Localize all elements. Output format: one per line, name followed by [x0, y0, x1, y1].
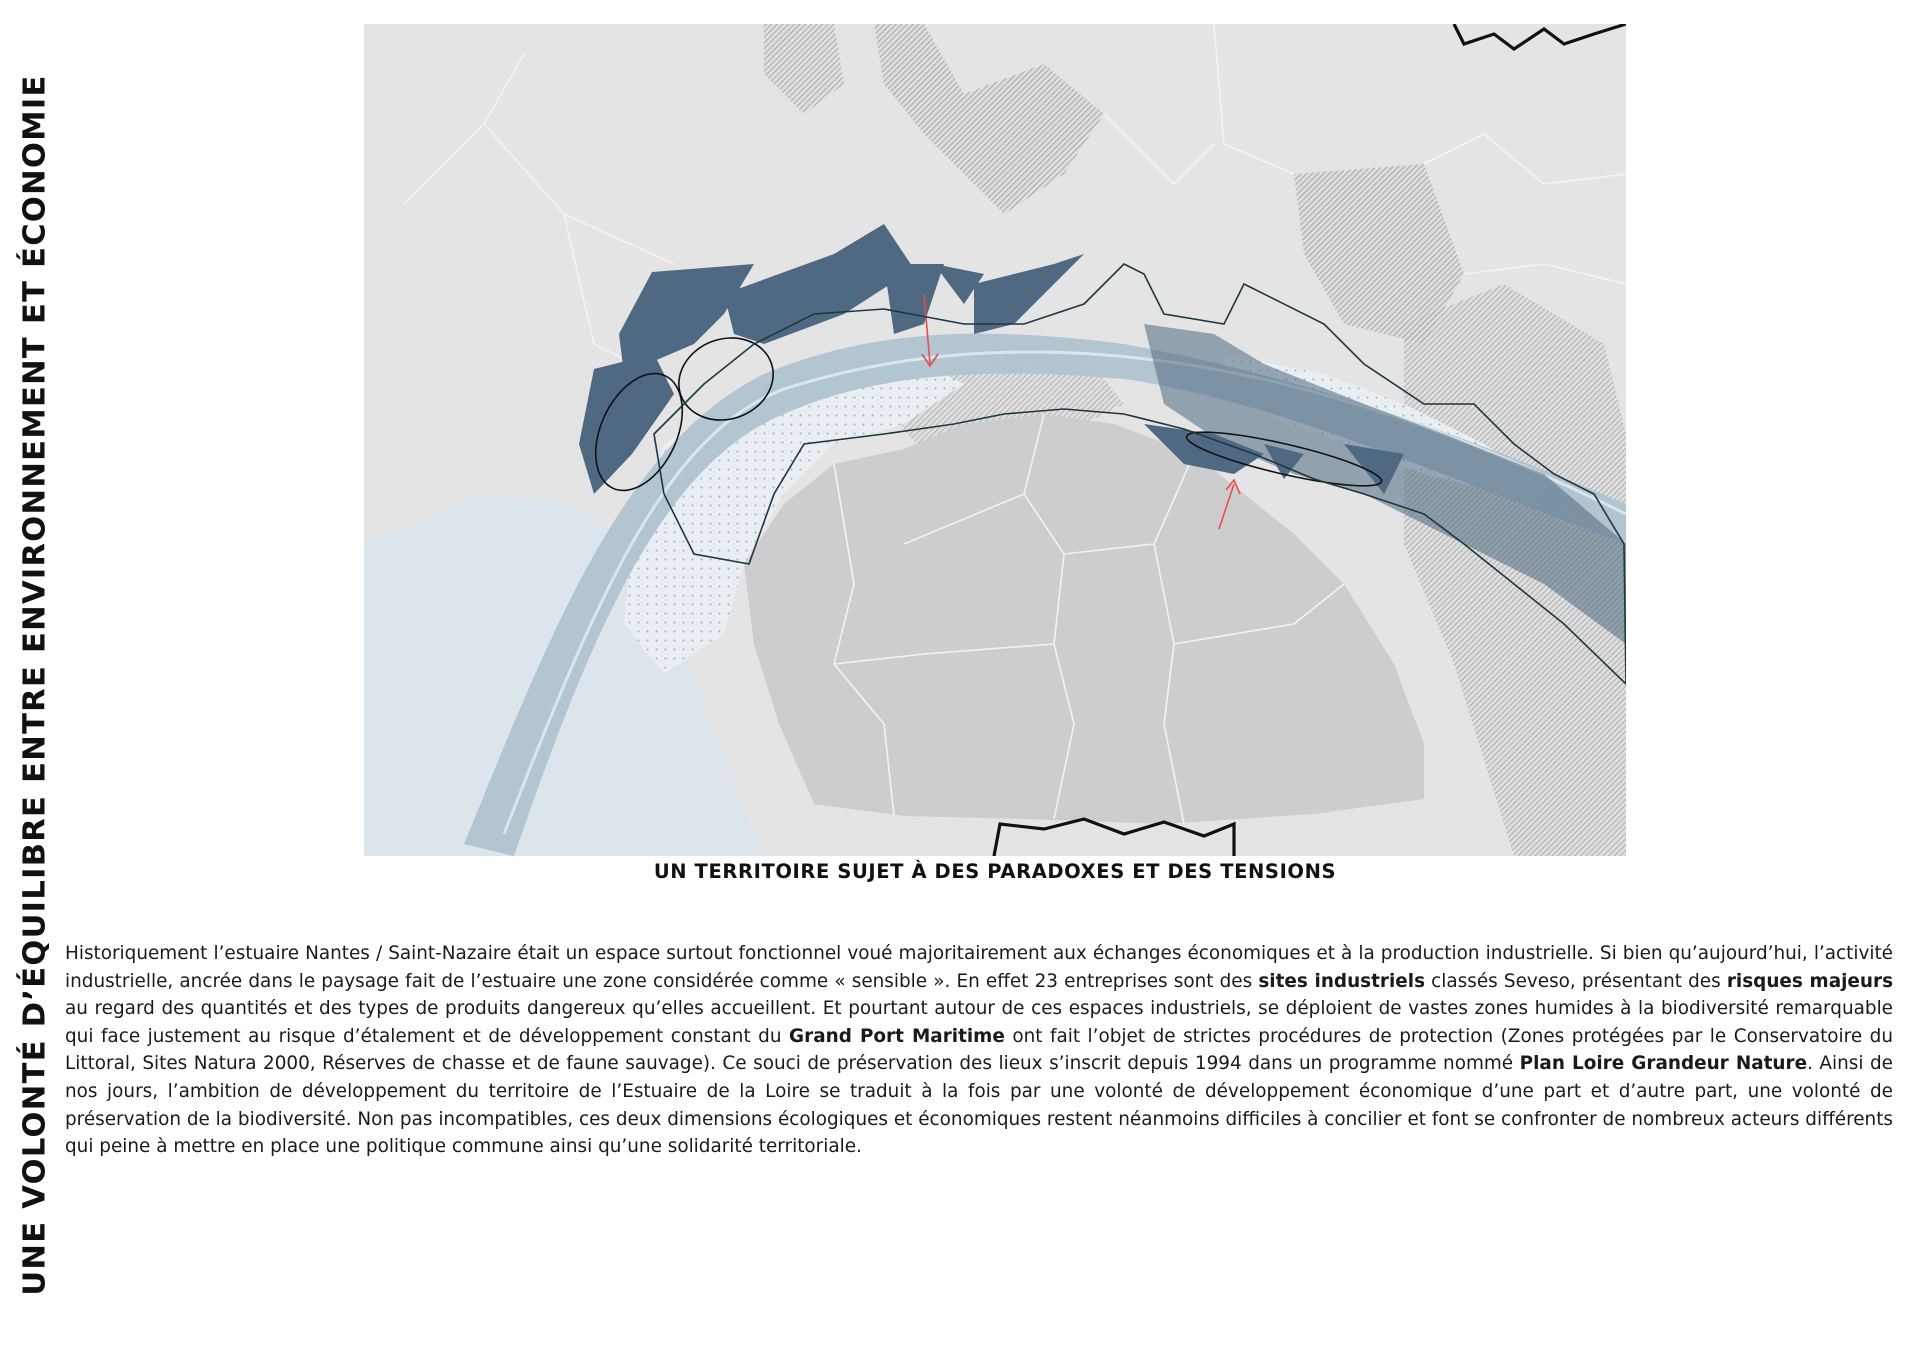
- side-title: UNE VOLONTÉ D’ÉQUILIBRE ENTRE ENVIRONNEMENT ET ÉCONOMIE: [17, 74, 53, 1296]
- bold-term: Grand Port Maritime: [789, 1025, 1005, 1047]
- text-run: Historiquement l’estuaire Nantes / Saint-Nazaire était un espace surtout fonctionnel voué majoritairement aux échanges économiques et à la production industrielle. Si bien qu’aujourd’hui, l’activité industrielle, ancrée dans le paysage fait de l’estuaire une zone considérée comme « sensible ». En effet 23 entreprises sont des: [65, 943, 1893, 992]
- body-paragraph: [65, 940, 1893, 1161]
- text-run: . Ainsi de nos jours, l’ambition de développement du territoire de l’Estuaire de la Loire se traduit à la fois par une volonté de développement économique d’une part et d’autre part, une volonté de préservation de la biodiversité. Non pas incompatibles, ces deux dimensions écologiques et économiques restent néanmoins difficiles à concilier et font se confronter de nombreux acteurs différents qui peine à mettre en place une politique commune ainsi qu’une solidarité territoriale.: [65, 1053, 1893, 1158]
- map-caption: UN TERRITOIRE SUJET À DES PARADOXES ET DES TENSIONS: [653, 860, 1337, 883]
- bold-term: Plan Loire Grandeur Nature: [1519, 1053, 1808, 1075]
- text-run: classés Seveso, présentant des: [1425, 970, 1727, 992]
- bold-term: sites industriels: [1258, 970, 1426, 992]
- text-run: au regard des quantités et des types de produits dangereux qu’elles accueillent. Et pourtant autour de ces espaces industriels, se déploient de vastes zones humides à la biodiversité remarquable qui face justement au risque d’étalement et de développement constant du: [65, 998, 1893, 1047]
- estuary-map: [364, 24, 1626, 856]
- text-run: ont fait l’objet de strictes procédures de protection (Zones protégées par le Conservatoire du Littoral, Sites Natura 2000, Réserves de chasse et de faune sauvage). Ce souci de préservation des lieux s’inscrit depuis 1994 dans un programme nommé: [65, 1025, 1893, 1075]
- bold-term: risques majeurs: [1726, 970, 1894, 992]
